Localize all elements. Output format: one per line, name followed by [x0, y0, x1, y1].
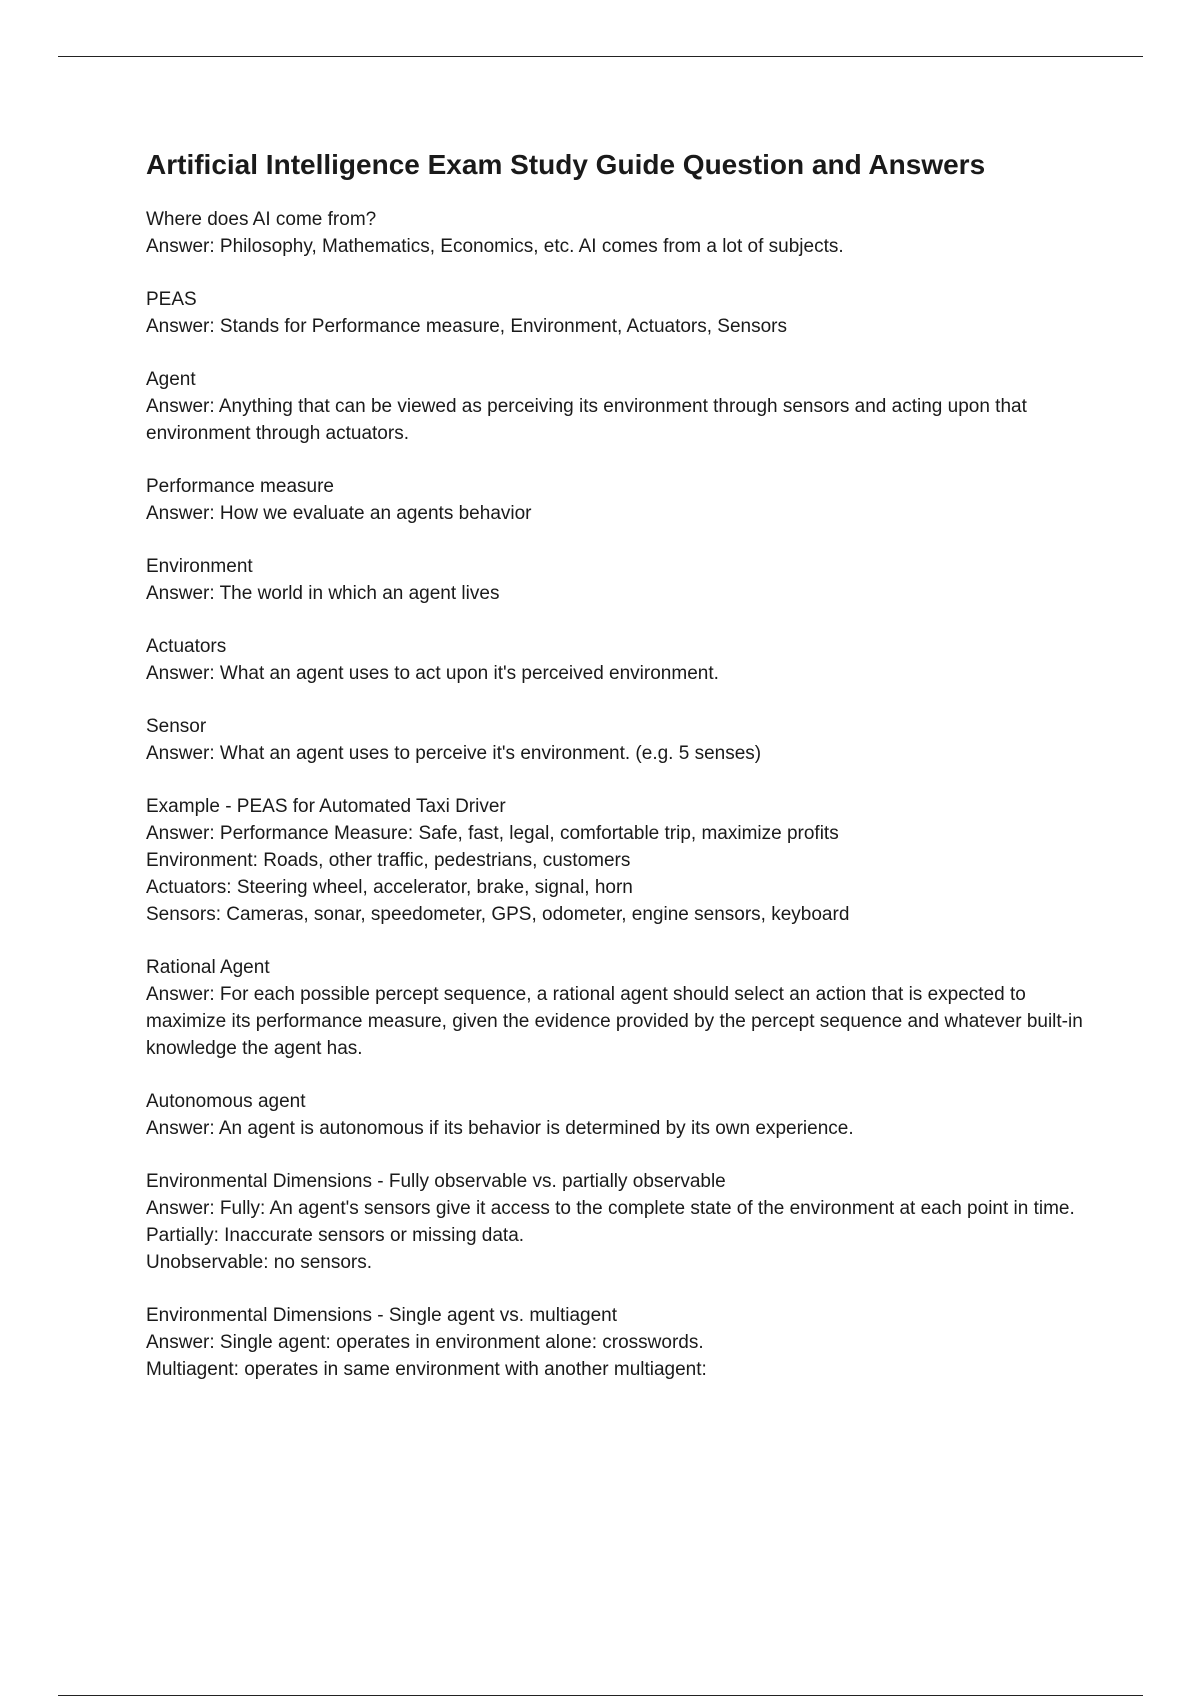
answer-text: Answer: For each possible percept sequence, a rational agent should select an action that is expected to maximize its performance measure, given the evidence provided by the percept sequence and whatever built-in knowledge the agent has. [146, 984, 1083, 1059]
answer-text: Answer: Philosophy, Mathematics, Economics, etc. AI comes from a lot of subjects. [146, 236, 844, 257]
question-text: Actuators [146, 636, 227, 657]
question-text: Environmental Dimensions - Fully observable vs. partially observable [146, 1171, 726, 1192]
answer-text: Answer: What an agent uses to act upon it's perceived environment. [146, 663, 719, 684]
question-text: Rational Agent [146, 957, 270, 978]
answer-text: Multiagent: operates in same environment with another multiagent: [146, 1359, 707, 1380]
qa-item [146, 473, 1096, 527]
qa-item [146, 286, 1096, 340]
answer-text: Answer: How we evaluate an agents behavior [146, 503, 532, 524]
question-text: Where does AI come from? [146, 209, 377, 230]
document-title: Artificial Intelligence Exam Study Guide Question and Answers [146, 149, 986, 180]
answer-text: Answer: An agent is autonomous if its behavior is determined by its own experience. [146, 1118, 854, 1139]
answer-text: Sensors: Cameras, sonar, speedometer, GPS, odometer, engine sensors, keyboard [146, 904, 850, 925]
question-text: PEAS [146, 289, 197, 310]
answer-text: Answer: The world in which an agent lives [146, 583, 500, 604]
answer-text: Answer: Fully: An agent's sensors give it access to the complete state of the environment at each point in time. [146, 1198, 1075, 1219]
question-text: Sensor [146, 716, 207, 737]
answer-text: Answer: Anything that can be viewed as perceiving its environment through sensors and acting upon that environment through actuators. [146, 396, 1027, 444]
qa-item [146, 553, 1096, 607]
answer-text: Environment: Roads, other traffic, pedestrians, customers [146, 850, 631, 871]
answer-text: Answer: What an agent uses to perceive it's environment. (e.g. 5 senses) [146, 743, 762, 764]
qa-item [146, 206, 1096, 260]
question-text: Autonomous agent [146, 1091, 306, 1112]
answer-text: Answer: Single agent: operates in environment alone: crosswords. [146, 1332, 704, 1353]
question-text: Environmental Dimensions - Single agent vs. multiagent [146, 1305, 618, 1326]
qa-item [146, 1168, 1096, 1276]
qa-item [146, 366, 1096, 447]
question-text: Environment [146, 556, 253, 577]
qa-item [146, 793, 1096, 928]
question-text: Agent [146, 369, 196, 390]
question-text: Performance measure [146, 476, 334, 497]
answer-text: Actuators: Steering wheel, accelerator, brake, signal, horn [146, 877, 633, 898]
answer-text: Answer: Stands for Performance measure, Environment, Actuators, Sensors [146, 316, 788, 337]
qa-item [146, 954, 1096, 1062]
qa-item [146, 713, 1096, 767]
answer-text: Partially: Inaccurate sensors or missing data. [146, 1225, 525, 1246]
bottom-horizontal-rule [58, 1695, 1143, 1696]
document-body [146, 148, 1096, 1409]
answer-text: Answer: Performance Measure: Safe, fast, legal, comfortable trip, maximize profits [146, 823, 839, 844]
question-text: Example - PEAS for Automated Taxi Driver [146, 796, 506, 817]
top-horizontal-rule [58, 56, 1143, 57]
qa-item [146, 1302, 1096, 1383]
qa-item [146, 1088, 1096, 1142]
qa-item [146, 633, 1096, 687]
answer-text: Unobservable: no sensors. [146, 1252, 373, 1273]
